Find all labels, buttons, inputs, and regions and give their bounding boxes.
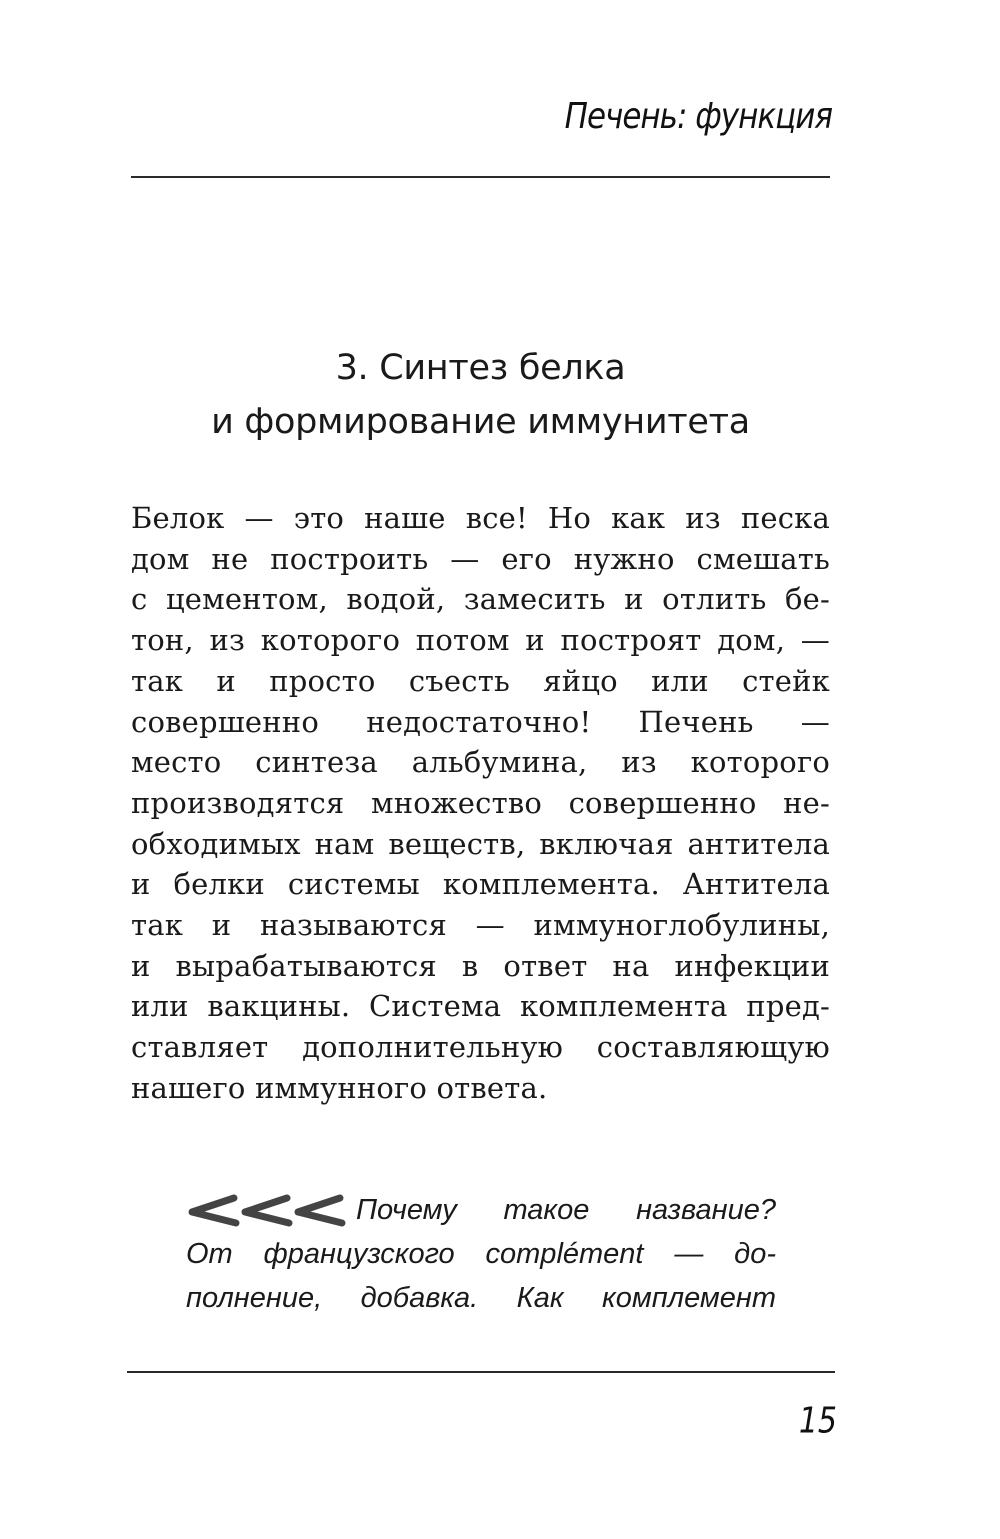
body-line: и вырабатываются в ответ на инфекции: [131, 948, 830, 983]
note-line-2: От французского complément — до-: [186, 1238, 776, 1270]
body-line: производятся множество совершенно не-: [131, 785, 830, 820]
triple-chevron-left-icon: [186, 1188, 348, 1232]
chapter-title-line-2: и формирование иммунитета: [211, 402, 750, 443]
chapter-title-line-1: 3. Синтез белка: [335, 348, 626, 389]
bottom-divider: [127, 1371, 835, 1373]
chapter-title: [131, 341, 830, 449]
note-line-1: Почему такое название?: [356, 1194, 776, 1226]
chevron-arrows-graphic: [186, 1192, 348, 1228]
body-paragraph: [131, 498, 830, 1109]
note-first-line: [186, 1188, 776, 1232]
body-line: так и называются — иммуноглобулины,: [131, 908, 830, 943]
side-note: [186, 1188, 776, 1320]
body-line: нашего иммунного ответа.: [131, 1070, 548, 1105]
body-line: или вакцины. Система комплемента пред-: [131, 989, 830, 1024]
body-line: место синтеза альбумина, из которого: [131, 745, 830, 780]
body-line: совершенно недостаточно! Печень —: [131, 704, 830, 739]
top-divider: [131, 176, 830, 178]
note-line-3: полнение, добавка. Как комплемент: [186, 1282, 776, 1314]
body-line: так и просто съесть яйцо или стейк: [131, 663, 830, 698]
body-line: тон, из которого потом и построят дом, —: [131, 623, 830, 658]
body-line: Белок — это наше все! Но как из песка: [131, 501, 830, 535]
page-number: 15: [798, 1400, 837, 1442]
body-line: обходимых нам веществ, включая антитела: [131, 826, 830, 861]
body-line: и белки системы комплемента. Антитела: [131, 867, 830, 902]
running-head: Печень: функция: [564, 96, 832, 138]
body-line: с цементом, водой, замесить и отлить бе-: [131, 582, 830, 617]
body-line: ставляет дополнительную составляющую: [131, 1030, 830, 1065]
body-line: дом не построить — его нужно смешать: [131, 541, 830, 576]
